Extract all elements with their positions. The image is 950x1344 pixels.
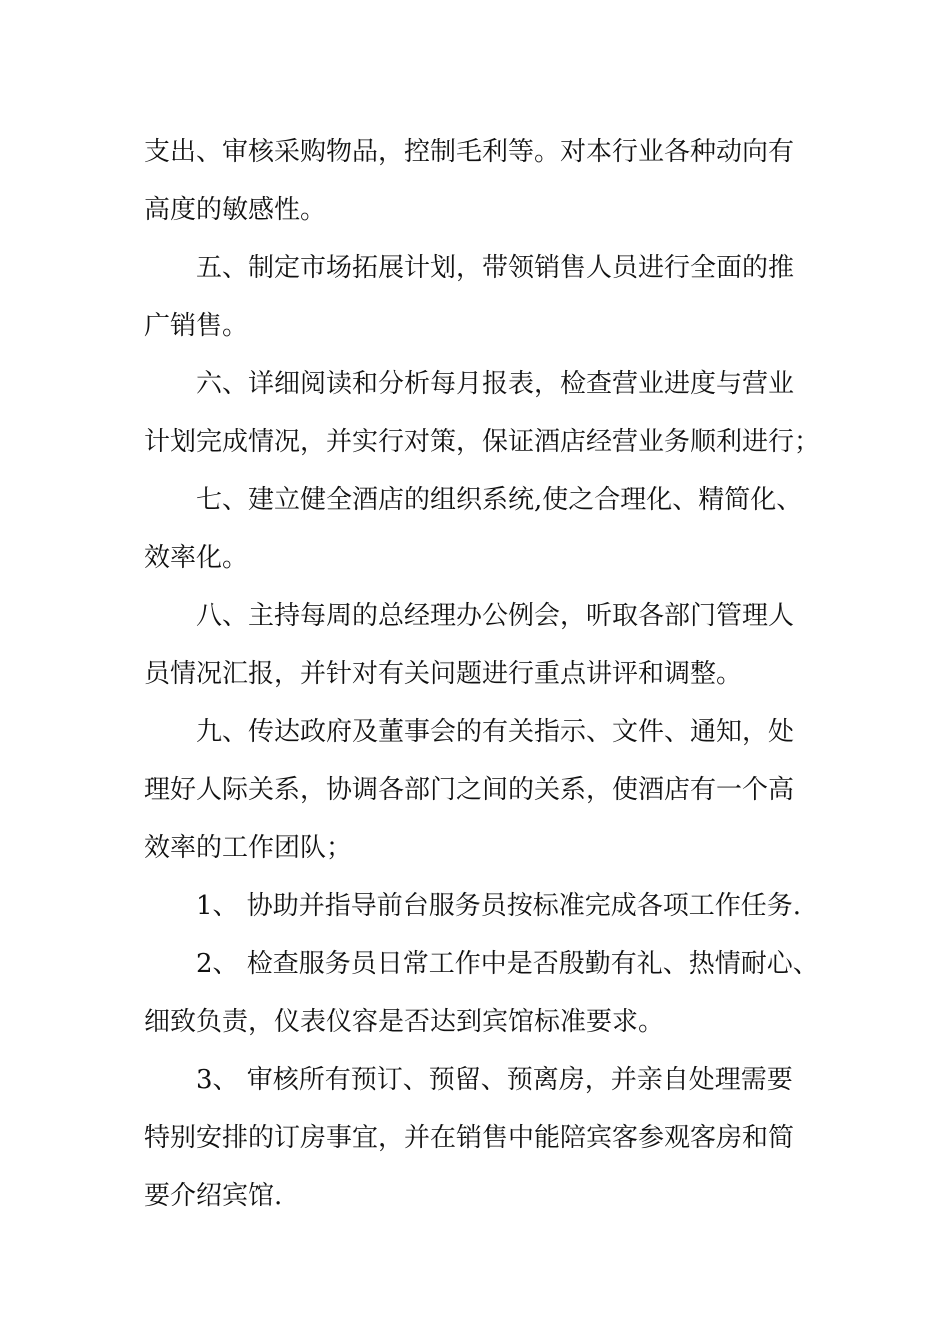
text-line: 高度的敏感性。 [144, 195, 327, 225]
text-line: 九、传达政府及董事会的有关指示、文件、通知，处 [196, 717, 795, 747]
text-line: 六、详细阅读和分析每月报表，检查营业进度与营业 [196, 369, 795, 399]
text-line: 效率的工作团队； [144, 833, 353, 863]
text-line: 支出、审核采购物品，控制毛利等。对本行业各种动向有 [144, 137, 795, 167]
text-line: 要介绍宾馆. [144, 1181, 283, 1211]
text-line: 3、 审核所有预订、预留、预离房，并亲自处理需要 [196, 1065, 793, 1095]
text-line: 1、 协助并指导前台服务员按标准完成各项工作任务. [196, 891, 802, 921]
text-line: 计划完成情况，并实行对策，保证酒店经营业务顺利进行； [144, 427, 821, 457]
text-line: 特别安排的订房事宜，并在销售中能陪宾客参观客房和简 [144, 1123, 795, 1153]
text-line: 员情况汇报，并针对有关问题进行重点讲评和调整。 [144, 659, 743, 689]
text-line: 理好人际关系，协调各部门之间的关系，使酒店有一个高 [144, 775, 795, 805]
text-line: 八、主持每周的总经理办公例会，听取各部门管理人 [196, 601, 795, 631]
text-line: 细致负责，仪表仪容是否达到宾馆标准要求。 [144, 1007, 665, 1037]
text-line: 广销售。 [144, 311, 249, 341]
text-line: 2、 检查服务员日常工作中是否殷勤有礼、热情耐心、 [196, 949, 819, 979]
text-line: 七、建立健全酒店的组织系统,使之合理化、精简化、 [196, 485, 803, 515]
text-line: 效率化。 [144, 543, 249, 573]
text-line: 五、制定市场拓展计划，带领销售人员进行全面的推 [196, 253, 795, 283]
